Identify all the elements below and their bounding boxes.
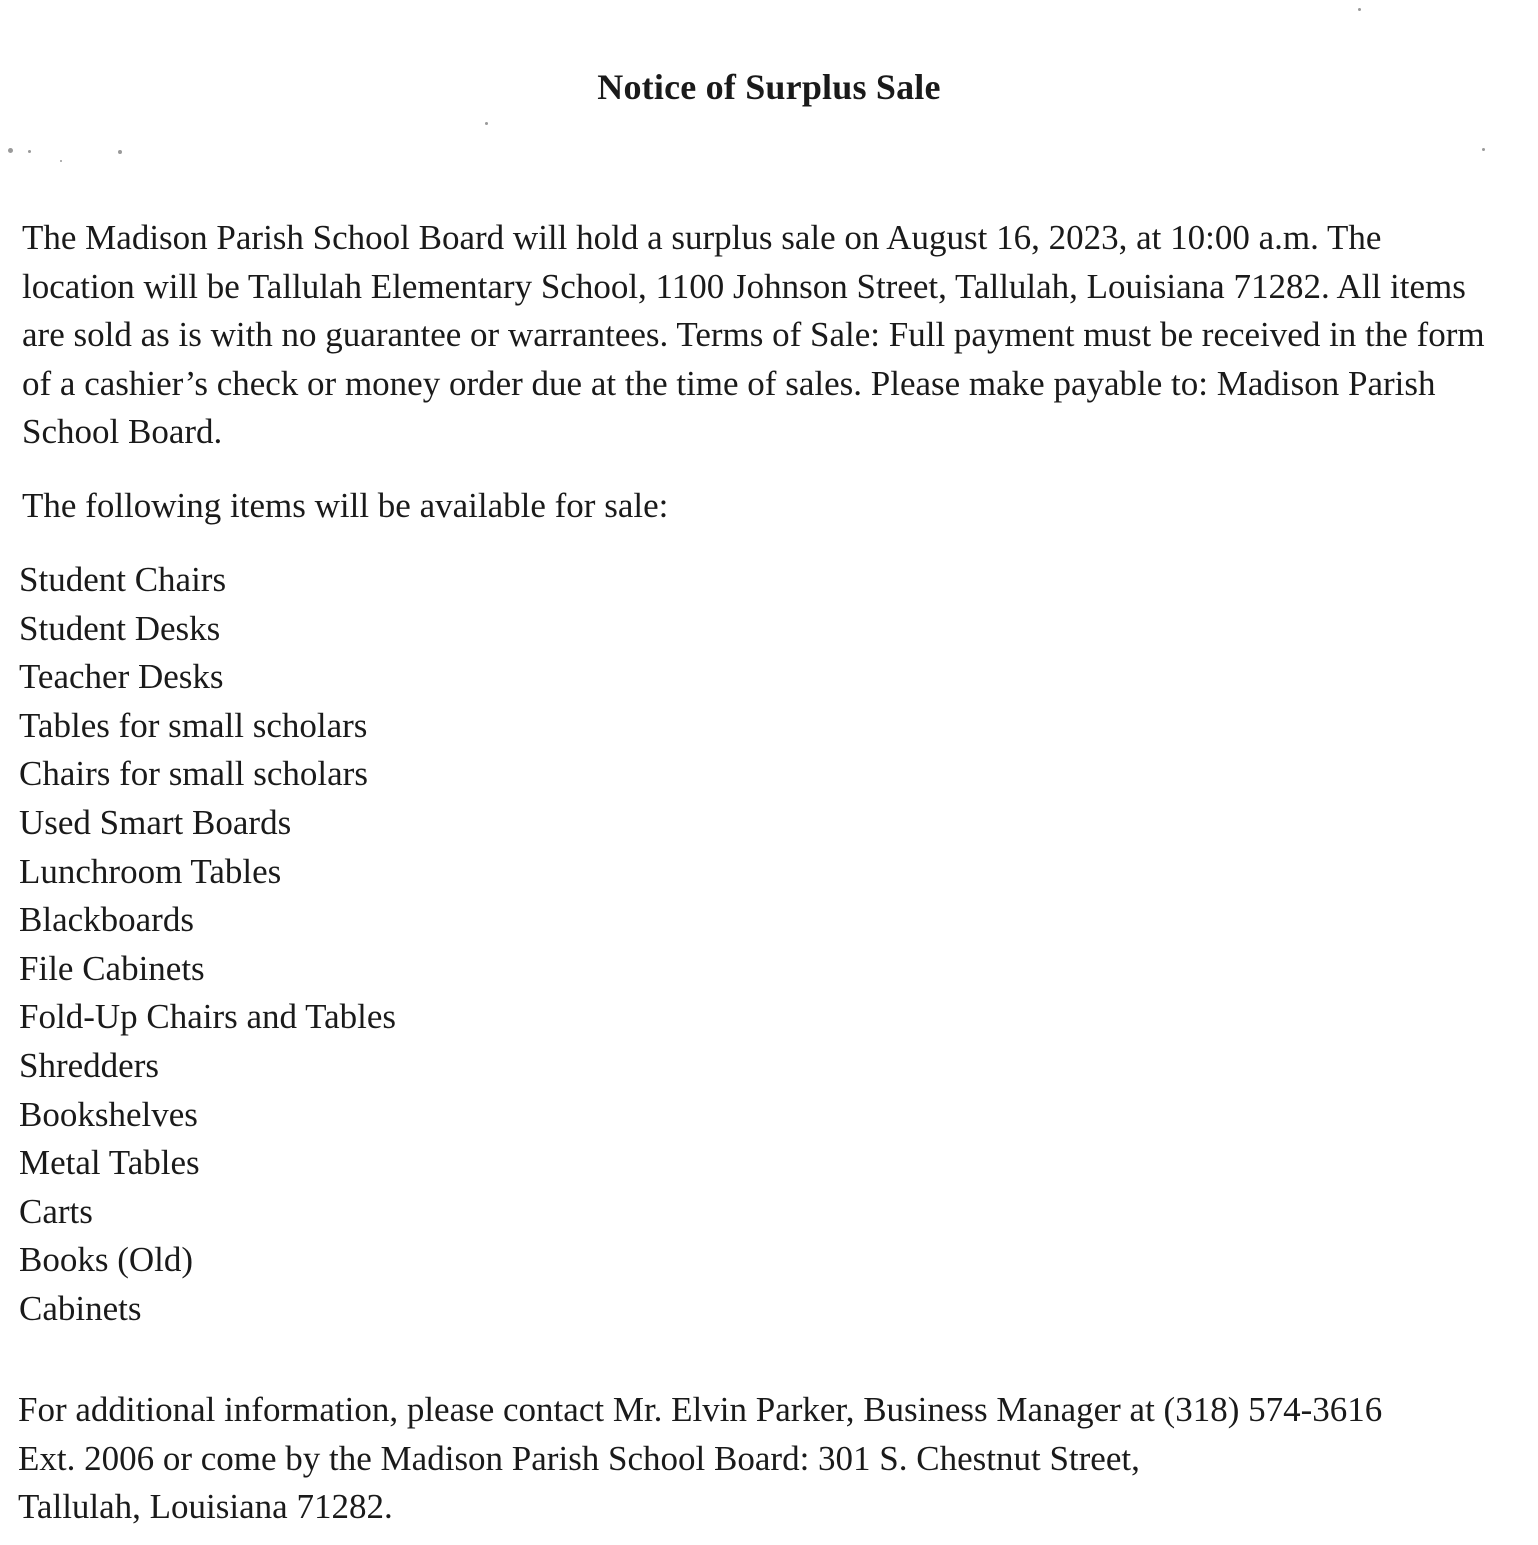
- list-item: Fold-Up Chairs and Tables: [19, 997, 397, 1037]
- scan-speck: [1358, 8, 1361, 11]
- list-item: Lunchroom Tables: [19, 851, 282, 891]
- scan-speck: [8, 148, 13, 153]
- list-item: Carts: [19, 1191, 93, 1231]
- contact-line: Tallulah, Louisiana 71282.: [18, 1487, 393, 1526]
- list-item: Blackboards: [19, 900, 194, 940]
- scan-speck: [28, 150, 31, 153]
- notice-title: Notice of Surplus Sale: [597, 67, 941, 107]
- list-item: Shredders: [19, 1045, 159, 1085]
- scan-speck: [1482, 148, 1485, 151]
- list-item: Books (Old): [19, 1240, 194, 1280]
- list-item: Teacher Desks: [19, 657, 224, 697]
- list-item: Tables for small scholars: [19, 705, 368, 745]
- list-item: Bookshelves: [19, 1094, 198, 1134]
- list-item: Chairs for small scholars: [19, 754, 368, 794]
- sale-items-list: [19, 556, 396, 1334]
- list-item: Cabinets: [19, 1288, 142, 1328]
- scan-speck: [485, 122, 488, 125]
- list-item: Used Smart Boards: [19, 802, 292, 842]
- contact-paragraph: [18, 1386, 1508, 1532]
- items-lead-text: The following items will be available for sale:: [22, 486, 669, 525]
- contact-line: For additional information, please contact Mr. Elvin Parker, Business Manager at (318) 574-3616: [18, 1390, 1383, 1429]
- contact-line: Ext. 2006 or come by the Madison Parish School Board: 301 S. Chestnut Street,: [18, 1438, 1140, 1478]
- notice-intro-paragraph: The Madison Parish School Board will hold a surplus sale on August 16, 2023, at 10:00 a.m. The location will be Tallulah Elementary School, 1100 Johnson Street, Tallulah, Louisiana 71282. All items are sold as is with no guarantee or warrantees. Terms of Sale: Full payment must be received in the form of a cashier’s check or money order due at the time of sales. Please make payable to: Madison Parish School Board.: [22, 218, 1485, 451]
- list-item: Student Chairs: [19, 560, 227, 599]
- scan-speck: [60, 160, 62, 162]
- scan-speck: [118, 150, 122, 154]
- list-item: Metal Tables: [19, 1143, 200, 1183]
- list-item: File Cabinets: [19, 948, 205, 988]
- list-item: Student Desks: [19, 608, 221, 648]
